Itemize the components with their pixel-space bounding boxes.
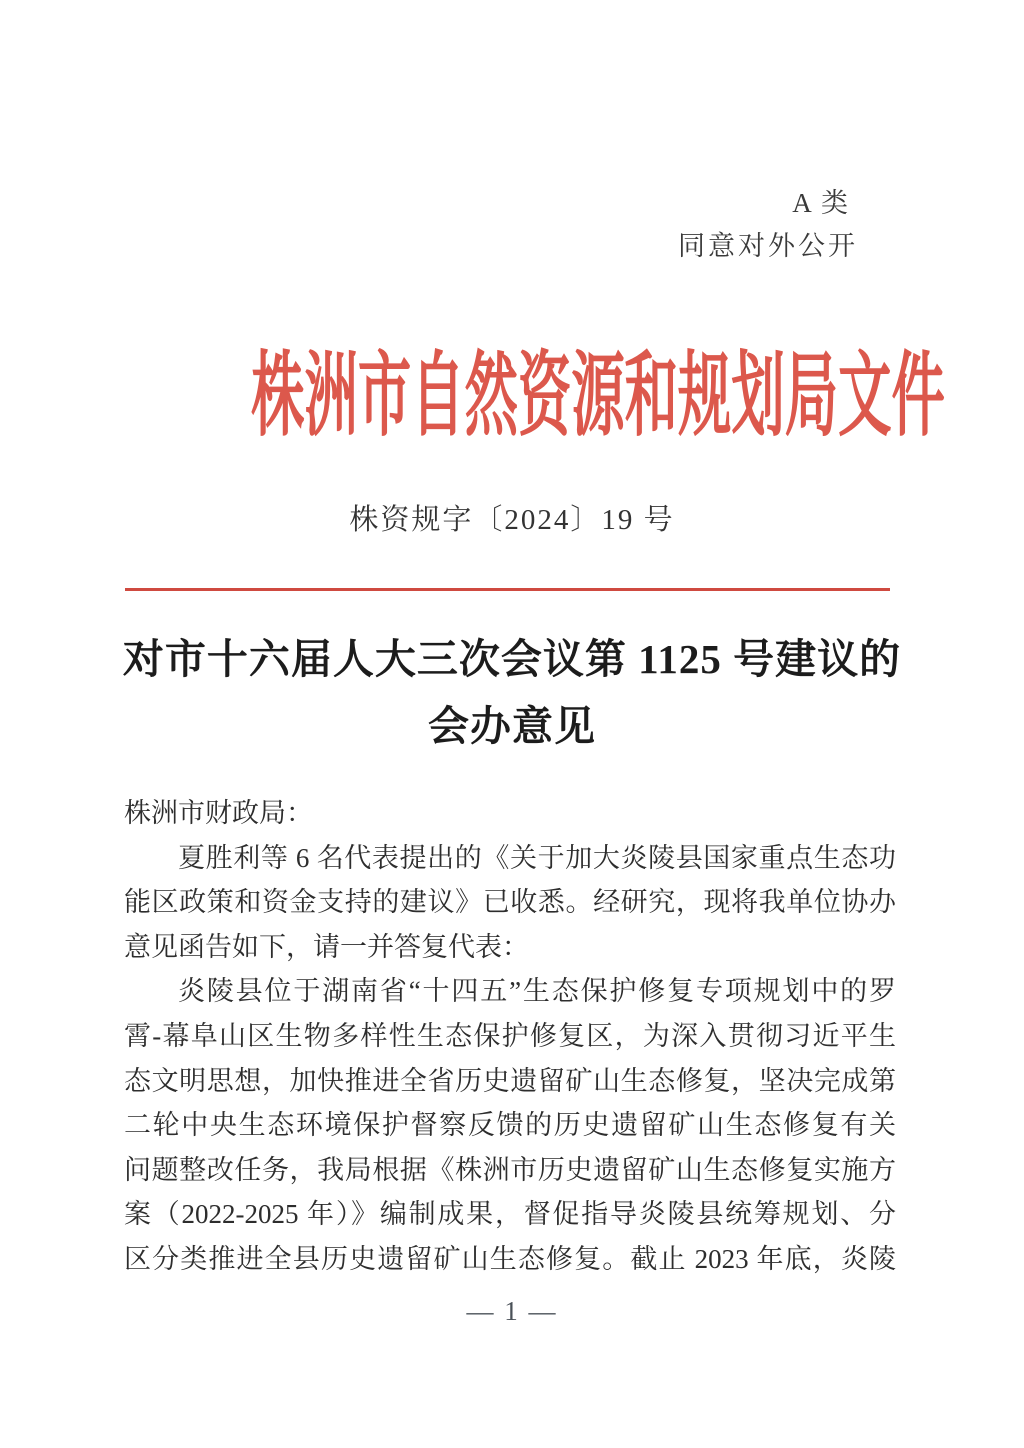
publicity-label: 同意对外公开 bbox=[678, 231, 858, 261]
body-line: 区分类推进全县历史遗留矿山生态修复。截止 2023 年底，炎陵 bbox=[124, 1243, 896, 1274]
body-line: 意见函告如下，请一并答复代表： bbox=[124, 931, 529, 962]
body-line: 二轮中央生态环境保护督察反馈的历史遗留矿山生态修复有关 bbox=[124, 1110, 896, 1141]
red-separator-line bbox=[125, 588, 890, 591]
body-line: 能区政策和资金支持的建议》已收悉。经研究，现将我单位协办 bbox=[124, 887, 896, 918]
body-line: 霄-幕阜山区生物多样性生态保护修复区，为深入贯彻习近平生 bbox=[124, 1020, 896, 1051]
salutation: 株洲市财政局： bbox=[124, 798, 313, 828]
agency-banner bbox=[0, 346, 1024, 446]
classification-label: A 类 bbox=[792, 188, 850, 218]
document-body bbox=[124, 791, 896, 1282]
body-line: 炎陵县位于湖南省“十四五”生态保护修复专项规划中的罗 bbox=[178, 976, 896, 1007]
document-title-line1: 对市十六届人大三次会议第 1125 号建议的 bbox=[122, 636, 902, 682]
document-number: 株资规字〔2024〕19 号 bbox=[349, 504, 675, 536]
body-line: 夏胜利等 6 名代表提出的《关于加大炎陵县国家重点生态功 bbox=[178, 842, 896, 873]
body-line: 案（2022-2025 年）》编制成果，督促指导炎陵县统筹规划、分 bbox=[124, 1199, 896, 1230]
document-title bbox=[0, 626, 1024, 760]
agency-banner-text: 株洲市自然资源和规划局文件 bbox=[251, 345, 945, 447]
body-line: 问题整改任务，我局根据《株洲市历史遗留矿山生态修复实施方 bbox=[124, 1154, 896, 1185]
page-number: — 1 — bbox=[466, 1296, 558, 1326]
document-title-line2: 会办意见 bbox=[428, 703, 596, 749]
classification-block bbox=[678, 182, 858, 268]
body-line: 态文明思想，加快推进全省历史遗留矿山生态修复，坚决完成第 bbox=[124, 1065, 896, 1096]
